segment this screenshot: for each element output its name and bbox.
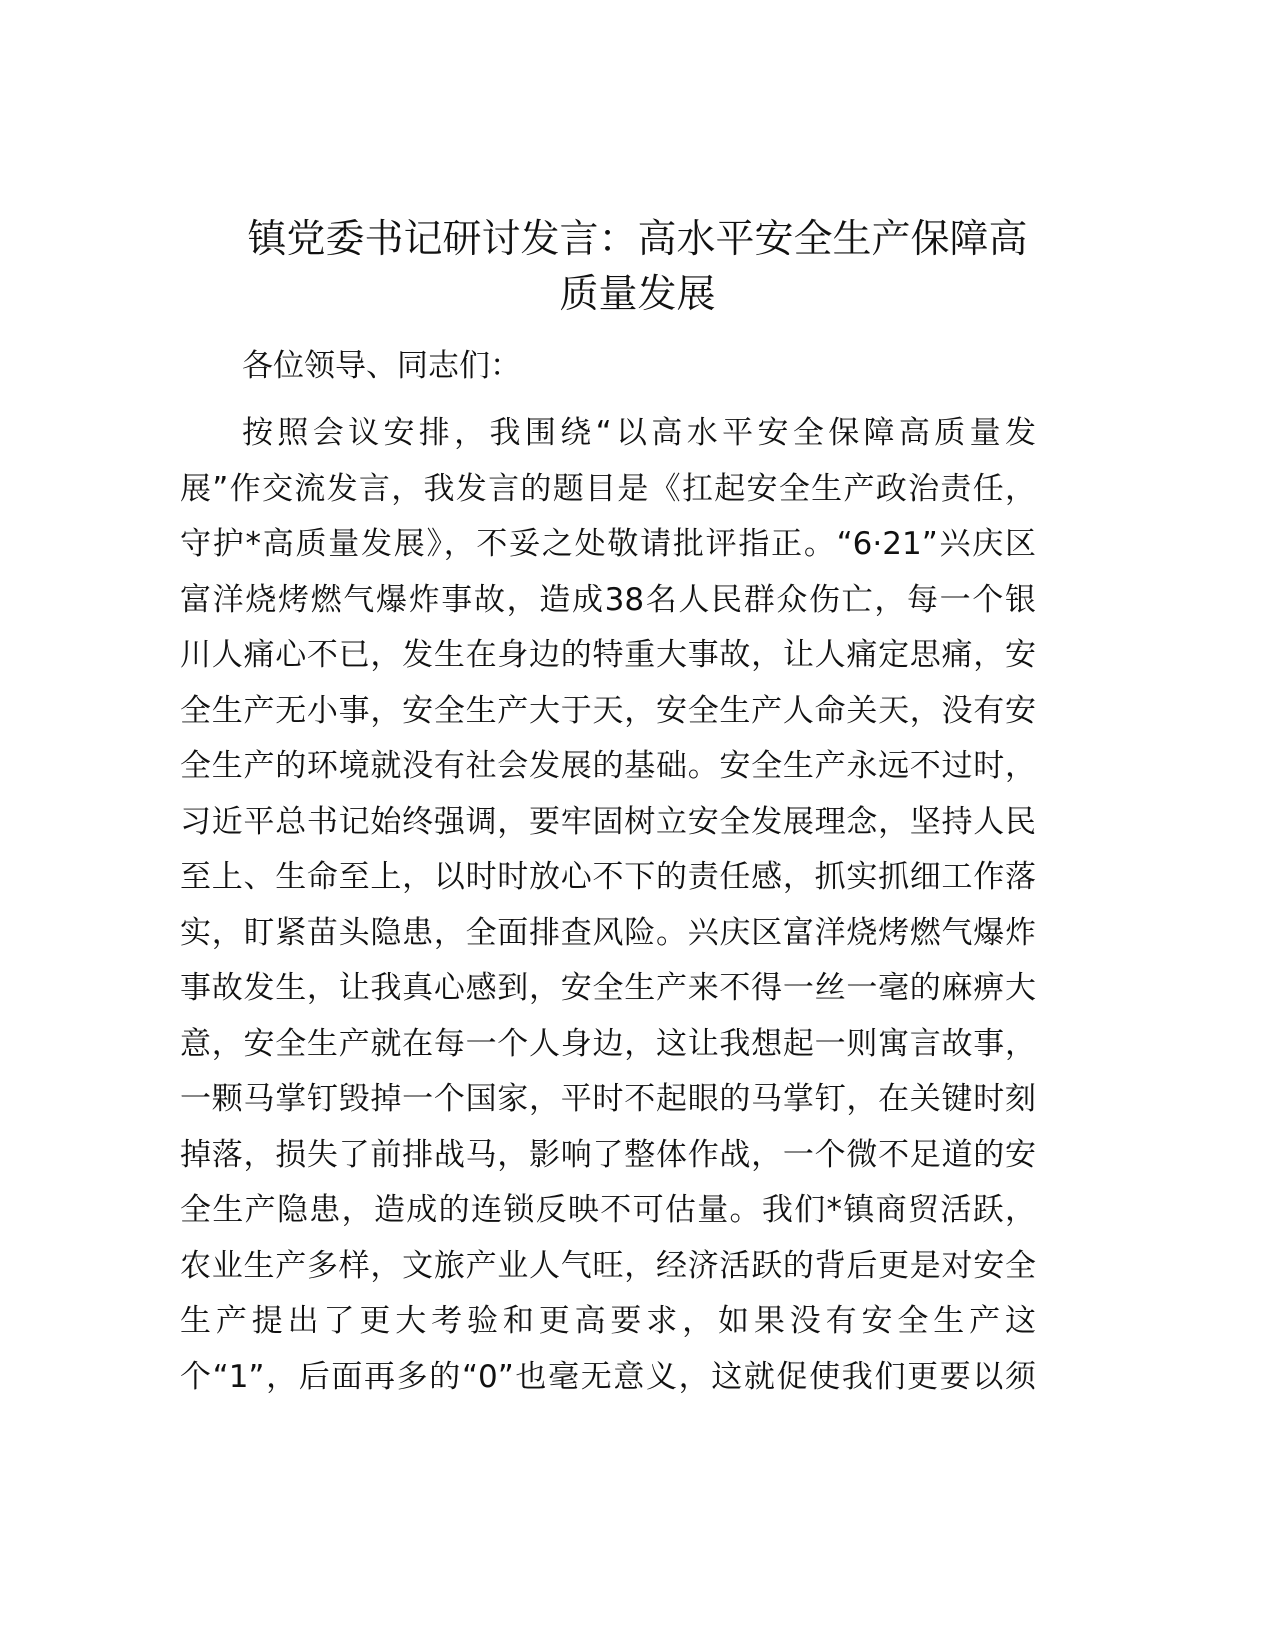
- body-line: 展”作交流发言，我发言的题目是《扛起安全生产政治责任，: [180, 470, 1036, 507]
- body-line: 事故发生，让我真心感到，安全生产来不得一丝一毫的麻痹大: [180, 970, 1036, 1006]
- body-line: 意，安全生产就在每一个人身边，这让我想起一则寓言故事，: [180, 1025, 1036, 1062]
- body-line: 实，盯紧苗头隐患，全面排查风险。兴庆区富洋烧烤燃气爆炸: [180, 914, 1036, 951]
- body-line: 川人痛心不已，发生在身边的特重大事故，让人痛定思痛，安: [180, 637, 1036, 673]
- document-title-line-2: 质量发展: [559, 272, 716, 317]
- body-line: 全生产隐患，造成的连锁反映不可估量。我们*镇商贸活跃，: [180, 1192, 1036, 1228]
- body-line: 全生产的环境就没有社会发展的基础。安全生产永远不过时，: [180, 748, 1036, 784]
- body-line: 守护*高质量发展》，不妥之处敬请批评指正。“6·21”兴庆区: [180, 526, 1036, 562]
- body-line: 生产提出了更大考验和更高要求，如果没有安全生产这: [180, 1303, 1036, 1339]
- body-line: 一颗马掌钉毁掉一个国家，平时不起眼的马掌钉，在关键时刻: [180, 1081, 1036, 1117]
- salutation: 各位领导、同志们：: [242, 348, 521, 384]
- body-line: 农业生产多样，文旅产业人气旺，经济活跃的背后更是对安全: [180, 1247, 1036, 1284]
- body-line: 个“1”，后面再多的“0”也毫无意义，这就促使我们更要以须: [180, 1358, 1036, 1395]
- body-line: 富洋烧烤燃气爆炸事故，造成38名人民群众伤亡，每一个银: [180, 581, 1036, 618]
- body-line: 全生产无小事，安全生产大于天，安全生产人命关天，没有安: [180, 692, 1036, 729]
- body-line: 按照会议安排，我围绕“以高水平安全保障高质量发: [242, 415, 1036, 451]
- document-title-line-1: 镇党委书记研讨发言：高水平安全生产保障高: [247, 217, 1028, 262]
- body-line: 习近平总书记始终强调，要牢固树立安全发展理念，坚持人民: [180, 803, 1036, 840]
- body-line: 至上、生命至上，以时时放心不下的责任感，抓实抓细工作落: [180, 859, 1036, 895]
- body-line: 掉落，损失了前排战马，影响了整体作战，一个微不足道的安: [180, 1136, 1036, 1173]
